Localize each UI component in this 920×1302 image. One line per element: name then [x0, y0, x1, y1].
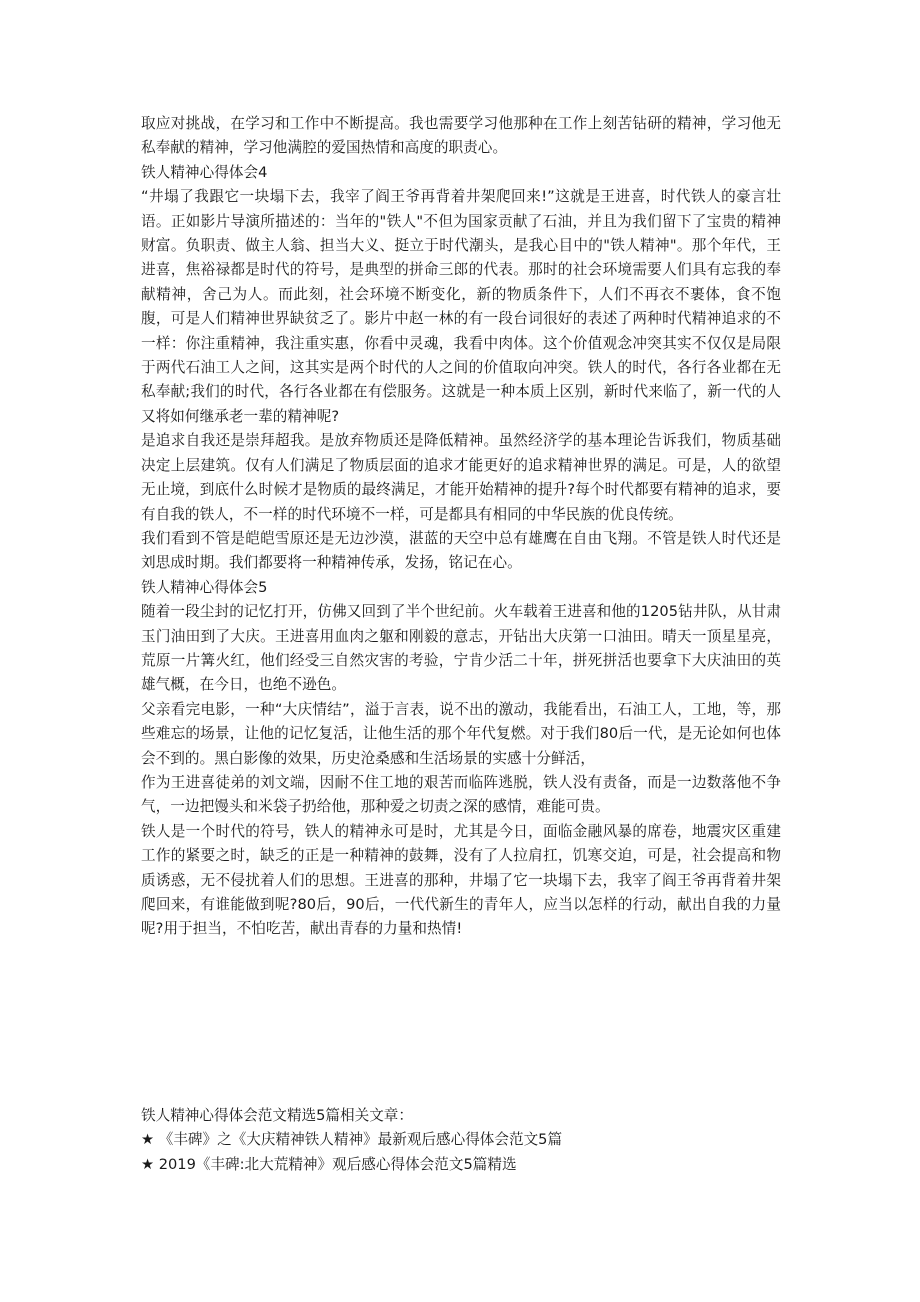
related-link-1-text[interactable]: ★ 《丰碑》之《大庆精神铁人精神》最新观后感心得体会范文5篇 — [141, 1131, 563, 1149]
related-link-2-text[interactable]: ★ 2019《丰碑:北大荒精神》观后感心得体会范文5篇精选 — [141, 1155, 517, 1173]
related-articles — [141, 1104, 781, 1177]
related-heading: 铁人精神心得体会范文精选5篇相关文章： — [141, 1107, 413, 1124]
section-4-paragraph-2: 是追求自我还是崇拜超我。是放弃物质还是降低精神。虽然经济学的基本理论告诉我们，物质基础决定上层建筑。仅有人们满足了物质层面的追求才能更好的追求精神世界的满足。可是，人的欲望无止境，到底什么时候才是物质的最终满足，才能开始精神的提升?每个时代都要有精神的追求，要有自我的铁人，不一样的时代环境不一样，可是都具有相同的中华民族的优良传统。 — [141, 432, 781, 523]
section-5-paragraph-2a: 父亲看完电影，一种“大庆情结”，溢于言表，说不出的激动，我能看出，石油工人，工地，等，那些难忘的场景，让他的记忆复活，让他生活的那个年代复燃。对于我们80后一代，是无论如何也体会不到的。黑白影像的效果，历史沧桑感和生活场景的实感十分鲜活， — [141, 700, 781, 767]
section-4-paragraph-1: “井塌了我跟它一块塌下去，我宰了阎王爷再背着井架爬回来!”这就是王进喜，时代铁人的豪言壮语。正如影片导演所描述的：当年的"铁人"不但为国家贡献了石油，并且为我们留下了宝贵的精神财富。负职责、做主人翁、担当大义、挺立于时代潮头，是我心目中的"铁人精神"。那个年代，王进喜，焦裕禄都是时代的符号，是典型的拼命三郎的代表。那时的社会环境需要人们具有忘我的奉献精神，舍己为人。而此刻，社会环境不断变化，新的物质条件下，人们不再衣不裹体，食不饱腹，可是人们精神世界缺贫乏了。影片中赵一林的有一段台词很好的表述了两种时代精神追求的不一样：你注重精神，我注重实惠，你看中灵魂，我看中肉体。这个价值观念冲突其实不仅仅是局限于两代石油工人之间，这其实是两个时代的人之间的价值取向冲突。铁人的时代，各行各业都在无私奉献;我们的时代，各行各业都在有偿服务。这就是一种本质上区别，新时代来临了，新一代的人又将如何继承老一辈的精神呢? — [141, 188, 781, 425]
related-link-1[interactable] — [141, 1128, 781, 1152]
section-5-paragraph-1: 随着一段尘封的记忆打开，仿佛又回到了半个世纪前。火车载着王进喜和他的1205钻井队，从甘肃玉门油田到了大庆。王进喜用血肉之躯和刚毅的意志，开钻出大庆第一口油田。晴天一顶星星亮，荒原一片篝火红，他们经受三自然灾害的考验，宁肯少活二十年，拼死拼活也要拿下大庆油田的英雄气概，在今日，也绝不逊色。 — [141, 603, 781, 694]
document-body — [141, 112, 781, 942]
section-4-title: 铁人精神心得体会4 — [141, 163, 268, 181]
section-5-paragraph-3: 铁人是一个时代的符号，铁人的精神永可是时，尤其是今日，面临金融风暴的席卷，地震灾区重建工作的紧要之时，缺乏的正是一种精神的鼓舞，没有了人拉肩扛，饥寒交迫，可是，社会提高和物质诱惑，无不侵扰着人们的思想。王进喜的那种，井塌了它一块塌下去，我宰了阎王爷再背着井架爬回来，有谁能做到呢?80后，90后，一代代新生的青年人，应当以怎样的行动，献出自我的力量呢?用于担当，不怕吃苦，献出青春的力量和热情! — [141, 822, 781, 938]
paragraph-continuation: 取应对挑战，在学习和工作中不断提高。我也需要学习他那种在工作上刻苦钻研的精神，学习他无私奉献的精神，学习他满腔的爱国热情和高度的职责心。 — [141, 115, 781, 157]
section-5-title: 铁人精神心得体会5 — [141, 578, 268, 596]
section-5-paragraph-2b: 作为王进喜徒弟的刘文端，因耐不住工地的艰苦而临阵逃脱，铁人没有责备，而是一边数落他不争气，一边把馒头和米袋子扔给他，那种爱之切责之深的感情，难能可贵。 — [141, 773, 781, 816]
related-link-2[interactable] — [141, 1153, 781, 1177]
section-4-paragraph-3: 我们看到不管是皑皑雪原还是无边沙漠，湛蓝的天空中总有雄鹰在自由飞翔。不管是铁人时代还是刘思成时期。我们都要将一种精神传承，发扬，铭记在心。 — [141, 529, 781, 572]
